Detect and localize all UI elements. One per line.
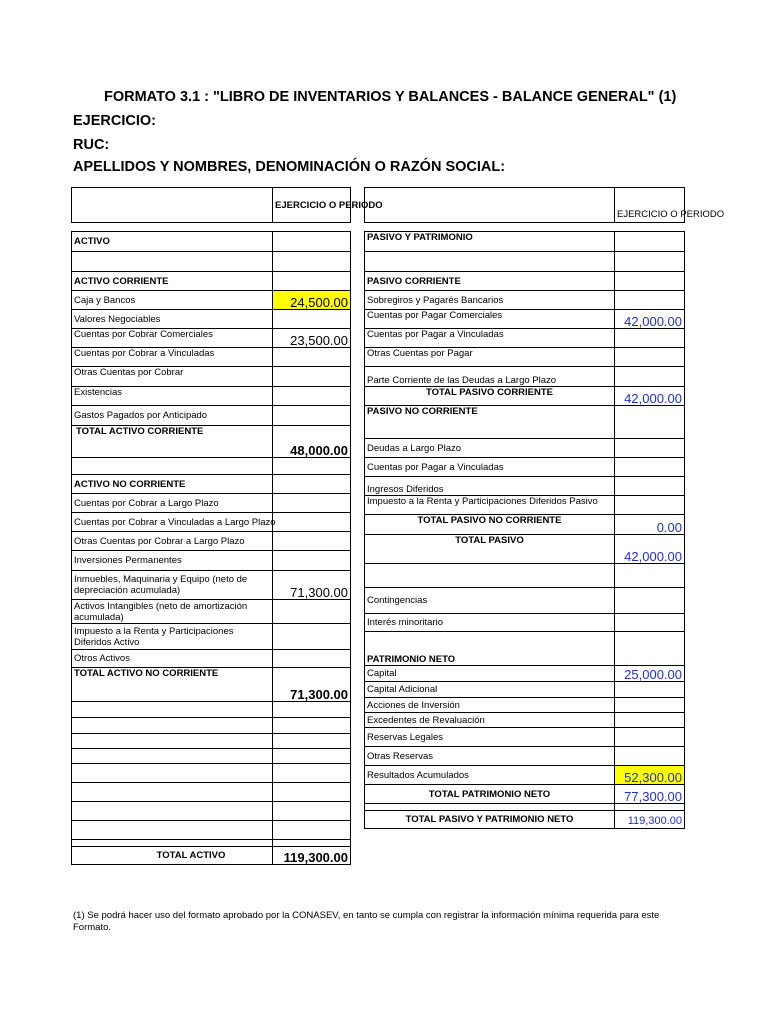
row-label: Parte Corriente de las Deudas a Largo Plazo (365, 367, 615, 387)
row-label (365, 252, 615, 272)
row-value: 119,300.00 (273, 847, 351, 865)
table-cell (273, 718, 351, 734)
table-row (365, 329, 685, 348)
table-row (365, 310, 685, 329)
table-cell (615, 426, 685, 439)
row-label: Caja y Bancos (72, 291, 273, 310)
table-row (72, 513, 351, 532)
row-label: Deudas a Largo Plazo (365, 439, 615, 458)
row-label: Excedentes de Revaluación (365, 713, 615, 728)
total-pasivo-patrimonio-row (365, 811, 685, 829)
row-label: Cuentas por Pagar a Vinculadas (365, 458, 615, 477)
table-row (365, 515, 685, 535)
row-value (273, 650, 351, 668)
table-row (72, 232, 351, 252)
row-value (615, 477, 685, 496)
table-row (365, 252, 685, 272)
razon-social-label: APELLIDOS Y NOMBRES, DENOMINACIÓN O RAZÓN SOCIAL: (73, 159, 506, 175)
row-value: 42,000.00 (615, 535, 685, 564)
row-value (273, 367, 351, 387)
table-row (72, 600, 351, 624)
row-value: 71,300.00 (273, 668, 351, 702)
row-label: TOTAL PASIVO CORRIENTE (365, 387, 615, 406)
row-label: TOTAL PATRIMONIO NETO (365, 785, 615, 804)
row-label: Otras Reservas (365, 747, 615, 766)
spacer (615, 223, 685, 232)
table-row (72, 532, 351, 551)
ruc-label: RUC: (73, 137, 110, 153)
table-row (72, 475, 351, 494)
row-label: Cuentas por Cobrar a Largo Plazo (72, 494, 273, 513)
row-label: PASIVO CORRIENTE (365, 272, 615, 291)
table-row (365, 406, 685, 426)
row-label: TOTAL PASIVO NO CORRIENTE (365, 515, 615, 535)
row-value: 42,000.00 (615, 310, 685, 329)
column-header: EJERCICIO O PERIODO (273, 188, 351, 223)
row-label: Sobregiros y Pagarés Bancarios (365, 291, 615, 310)
table-cell (72, 764, 273, 783)
row-label: Otras Cuentas por Cobrar a Largo Plazo (72, 532, 273, 551)
row-label (72, 252, 273, 272)
row-label: Interés minoritario (365, 614, 615, 632)
row-value (615, 348, 685, 367)
table-row (72, 650, 351, 668)
row-label: PATRIMONIO NETO (365, 632, 615, 666)
row-value: 0.00 (615, 515, 685, 535)
row-value (273, 252, 351, 272)
table-row (365, 666, 685, 682)
table-row (365, 232, 685, 252)
row-value: 24,500.00 (273, 291, 351, 310)
row-value (615, 291, 685, 310)
row-label: TOTAL PASIVO Y PATRIMONIO NETO (365, 811, 615, 829)
total-activo-row (72, 847, 351, 865)
table-row (72, 734, 351, 749)
row-value (273, 494, 351, 513)
row-label: ACTIVO (72, 232, 273, 252)
pasivo-patrimonio-table (364, 187, 725, 829)
row-value: 25,000.00 (615, 666, 685, 682)
row-label: Impuesto a la Renta y Participaciones Diferidos Pasivo (365, 496, 615, 515)
row-label: Existencias (72, 387, 273, 406)
table-row (72, 624, 351, 650)
row-value (273, 475, 351, 494)
row-value (615, 439, 685, 458)
row-label: Capital Adicional (365, 682, 615, 698)
row-label: Capital (365, 666, 615, 682)
table-row (72, 551, 351, 571)
footnote: (1) Se podrá hacer uso del formato aprobado por la CONASEV, en tanto se cumpla con registrar la información mínima requerida para este Formato. (73, 910, 660, 933)
table-row (72, 840, 351, 847)
table-row (72, 718, 351, 734)
table-row (365, 564, 685, 588)
table-row (365, 367, 685, 387)
row-value (273, 458, 351, 475)
table-cell (72, 188, 273, 223)
row-label: Cuentas por Cobrar a Vinculadas (72, 348, 273, 367)
table-row (72, 783, 351, 802)
row-label: Impuesto a la Renta y Participaciones Diferidos Activo (72, 624, 273, 650)
table-cell (273, 821, 351, 840)
table-row (72, 764, 351, 783)
row-value (615, 698, 685, 713)
table-cell (615, 564, 685, 588)
row-label: Resultados Acumulados (365, 766, 615, 785)
row-value (615, 329, 685, 348)
row-value (615, 682, 685, 698)
row-label: Otras Cuentas por Cobrar (72, 367, 273, 387)
table-row (365, 458, 685, 477)
table-row (365, 785, 685, 804)
table-cell (72, 734, 273, 749)
row-label: Otros Activos (72, 650, 273, 668)
table-row (365, 439, 685, 458)
row-label: Cuentas por Cobrar a Vinculadas a Largo Plazo (72, 513, 273, 532)
row-value (615, 458, 685, 477)
row-value (273, 624, 351, 650)
table-row (72, 426, 351, 458)
table-row (72, 329, 351, 348)
table-row (365, 477, 685, 496)
table-row (72, 348, 351, 367)
row-label: Valores Negociables (72, 310, 273, 329)
table-cell (72, 802, 273, 821)
table-row (365, 348, 685, 367)
row-value (615, 367, 685, 387)
row-label: PASIVO Y PATRIMONIO (365, 232, 615, 252)
table-row (72, 821, 351, 840)
row-value (273, 310, 351, 329)
row-label: TOTAL ACTIVO CORRIENTE (72, 426, 273, 458)
table-row (365, 614, 685, 632)
table-row (72, 494, 351, 513)
row-value (615, 406, 685, 426)
table-row (72, 272, 351, 291)
row-value (615, 496, 685, 515)
row-value (273, 387, 351, 406)
row-label: Cuentas por Cobrar Comerciales (72, 329, 273, 348)
row-label: Cuentas por Pagar Comerciales (365, 310, 615, 329)
table-cell (273, 734, 351, 749)
row-label (72, 458, 273, 475)
table-row (365, 766, 685, 785)
table-cell (72, 749, 273, 764)
row-value (615, 614, 685, 632)
table-cell (72, 718, 273, 734)
table-row (365, 272, 685, 291)
table-row (72, 406, 351, 426)
table-cell (72, 783, 273, 802)
table-row (72, 252, 351, 272)
table-row (72, 749, 351, 764)
table-row (72, 702, 351, 718)
table-row (365, 632, 685, 666)
row-value (615, 632, 685, 666)
table-row (72, 310, 351, 329)
row-value (273, 600, 351, 624)
row-value (615, 728, 685, 747)
table-row (365, 682, 685, 698)
page-title: FORMATO 3.1 : "LIBRO DE INVENTARIOS Y BALANCES - BALANCE GENERAL" (1) (104, 89, 677, 105)
row-label: TOTAL ACTIVO (72, 847, 273, 865)
table-cell (365, 804, 615, 811)
row-label: Ingresos Diferidos (365, 477, 615, 496)
row-label: ACTIVO CORRIENTE (72, 272, 273, 291)
table-row (365, 713, 685, 728)
table-cell (72, 821, 273, 840)
row-label: ACTIVO NO CORRIENTE (72, 475, 273, 494)
row-label: Gastos Pagados por Anticipado (72, 406, 273, 426)
table-header-row (365, 188, 685, 223)
row-value (273, 232, 351, 252)
table-cell (273, 840, 351, 847)
table-row (72, 802, 351, 821)
table-row (365, 387, 685, 406)
spacer (273, 223, 351, 232)
row-value (273, 272, 351, 291)
row-label: Cuentas por Pagar a Vinculadas (365, 329, 615, 348)
row-value: 77,300.00 (615, 785, 685, 804)
row-label: PASIVO NO CORRIENTE (365, 406, 615, 426)
row-value (615, 272, 685, 291)
table-cell (273, 702, 351, 718)
row-value (273, 406, 351, 426)
spacer (72, 223, 273, 232)
row-value (273, 551, 351, 571)
table-cell (365, 564, 615, 588)
table-row (365, 426, 685, 439)
row-value: 23,500.00 (273, 329, 351, 348)
spacer (365, 223, 615, 232)
table-cell (615, 804, 685, 811)
table-cell (365, 188, 615, 223)
row-value (273, 532, 351, 551)
table-cell (365, 426, 615, 439)
row-value: 119,300.00 (615, 811, 685, 829)
table-row (365, 728, 685, 747)
table-row (365, 588, 685, 614)
row-value (615, 252, 685, 272)
row-value (615, 713, 685, 728)
table-row (72, 367, 351, 387)
row-value (615, 747, 685, 766)
table-row (365, 698, 685, 713)
row-label: Contingencias (365, 588, 615, 614)
row-label: Inversiones Permanentes (72, 551, 273, 571)
table-row (365, 291, 685, 310)
row-label: Acciones de Inversión (365, 698, 615, 713)
row-value: 71,300.00 (273, 571, 351, 600)
row-value: 48,000.00 (273, 426, 351, 458)
row-value: 42,000.00 (615, 387, 685, 406)
row-label: Reservas Legales (365, 728, 615, 747)
table-row (72, 291, 351, 310)
table-row (72, 387, 351, 406)
table-cell (72, 840, 273, 847)
row-value (615, 232, 685, 252)
table-row (72, 458, 351, 475)
row-label: TOTAL ACTIVO NO CORRIENTE (72, 668, 273, 702)
ejercicio-label: EJERCICIO: (73, 113, 156, 129)
row-label: Otras Cuentas por Pagar (365, 348, 615, 367)
column-header: EJERCICIO O PERIODO (615, 188, 685, 223)
row-value (615, 588, 685, 614)
table-row (365, 535, 685, 564)
table-cell (273, 802, 351, 821)
table-row (72, 668, 351, 702)
table-row (365, 804, 685, 811)
table-row (72, 571, 351, 600)
table-row (365, 747, 685, 766)
table-cell (273, 783, 351, 802)
row-label: TOTAL PASIVO (365, 535, 615, 564)
table-cell (273, 749, 351, 764)
row-value: 52,300.00 (615, 766, 685, 785)
row-label: Inmuebles, Maquinaria y Equipo (neto de depreciación acumulada) (72, 571, 273, 600)
row-value (273, 348, 351, 367)
row-label: Activos Intangibles (neto de amortización acumulada) (72, 600, 273, 624)
table-cell (72, 702, 273, 718)
table-cell (273, 764, 351, 783)
table-header-row (72, 188, 351, 223)
table-row (365, 496, 685, 515)
row-value (273, 513, 351, 532)
